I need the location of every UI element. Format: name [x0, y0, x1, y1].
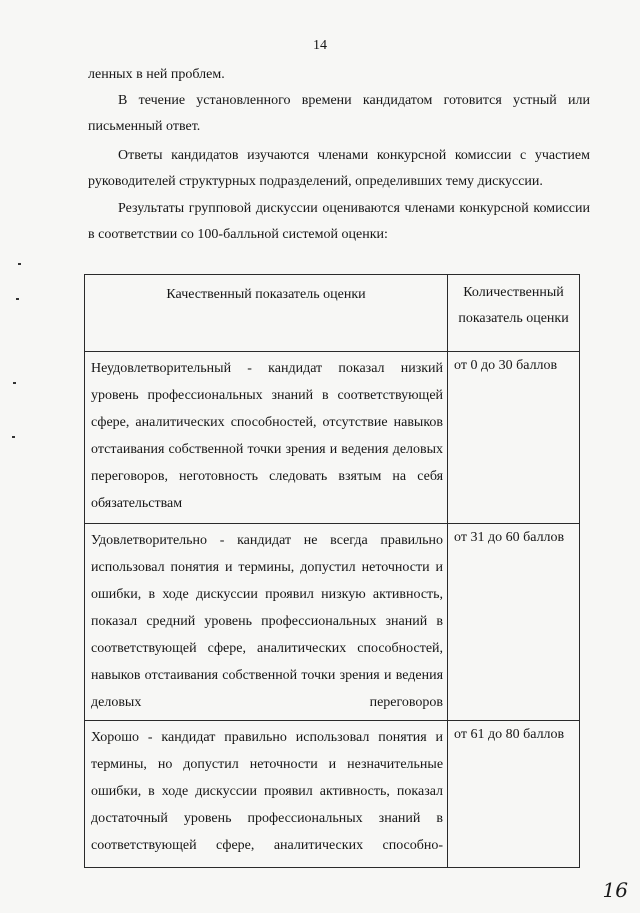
header-quantity: Количественный показатель оценки [448, 275, 580, 352]
paragraph-scoring-intro: Результаты групповой дискуссии оцениваются членами конкурсной комиссии в соответствии со 100-балльной системой оценки: [88, 201, 590, 242]
scan-artifact [18, 263, 21, 265]
scan-artifact [13, 382, 16, 384]
table-row [85, 524, 580, 721]
table-row [85, 352, 580, 524]
row-range: от 61 до 80 баллов [448, 721, 580, 868]
table-row [85, 721, 580, 868]
table-header-row [85, 275, 580, 352]
handwritten-page-mark: 16 [602, 878, 628, 902]
row-description: Неудовлетворительный - кандидат показал низкий уровень профессиональных знаний в соответствующей сфере, аналитических способностей, отсутствие навыков отстаивания собственной точки зрения и ведения деловых переговоров, неготовность следовать взятым на себя обязательствам [85, 352, 448, 524]
scan-artifact [12, 436, 15, 438]
page-number: 14 [313, 38, 327, 53]
paragraph-answer-prep: В течение установленного времени кандидатом готовится устный или письменный ответ. [88, 93, 590, 134]
scoring-table [84, 274, 580, 868]
row-description: Хорошо - кандидат правильно использовал понятия и термины, но допустил неточности и незначительные ошибки, в ходе дискуссии проявил активность, показал достаточный уровень профессиональных знаний в соответствующей сфере, аналитических способно- [85, 721, 448, 868]
row-range: от 31 до 60 баллов [448, 524, 580, 721]
paragraph-answer-review: Ответы кандидатов изучаются членами конкурсной комиссии с участием руководителей структурных подразделений, определивших тему дискуссии. [88, 148, 590, 189]
paragraph-continuation: ленных в ней проблем. [88, 67, 225, 82]
scan-artifact [16, 298, 19, 300]
row-range: от 0 до 30 баллов [448, 352, 580, 524]
row-description: Удовлетворительно - кандидат не всегда правильно использовал понятия и термины, допустил неточности и ошибки, в ходе дискуссии проявил низкую активность, показал средний уровень профессиональных знаний в соответствующей сфере, аналитических способностей, навыков отстаивания собственной точки зрения и ведения деловых переговоров [85, 524, 448, 721]
header-quality: Качественный показатель оценки [85, 275, 448, 352]
